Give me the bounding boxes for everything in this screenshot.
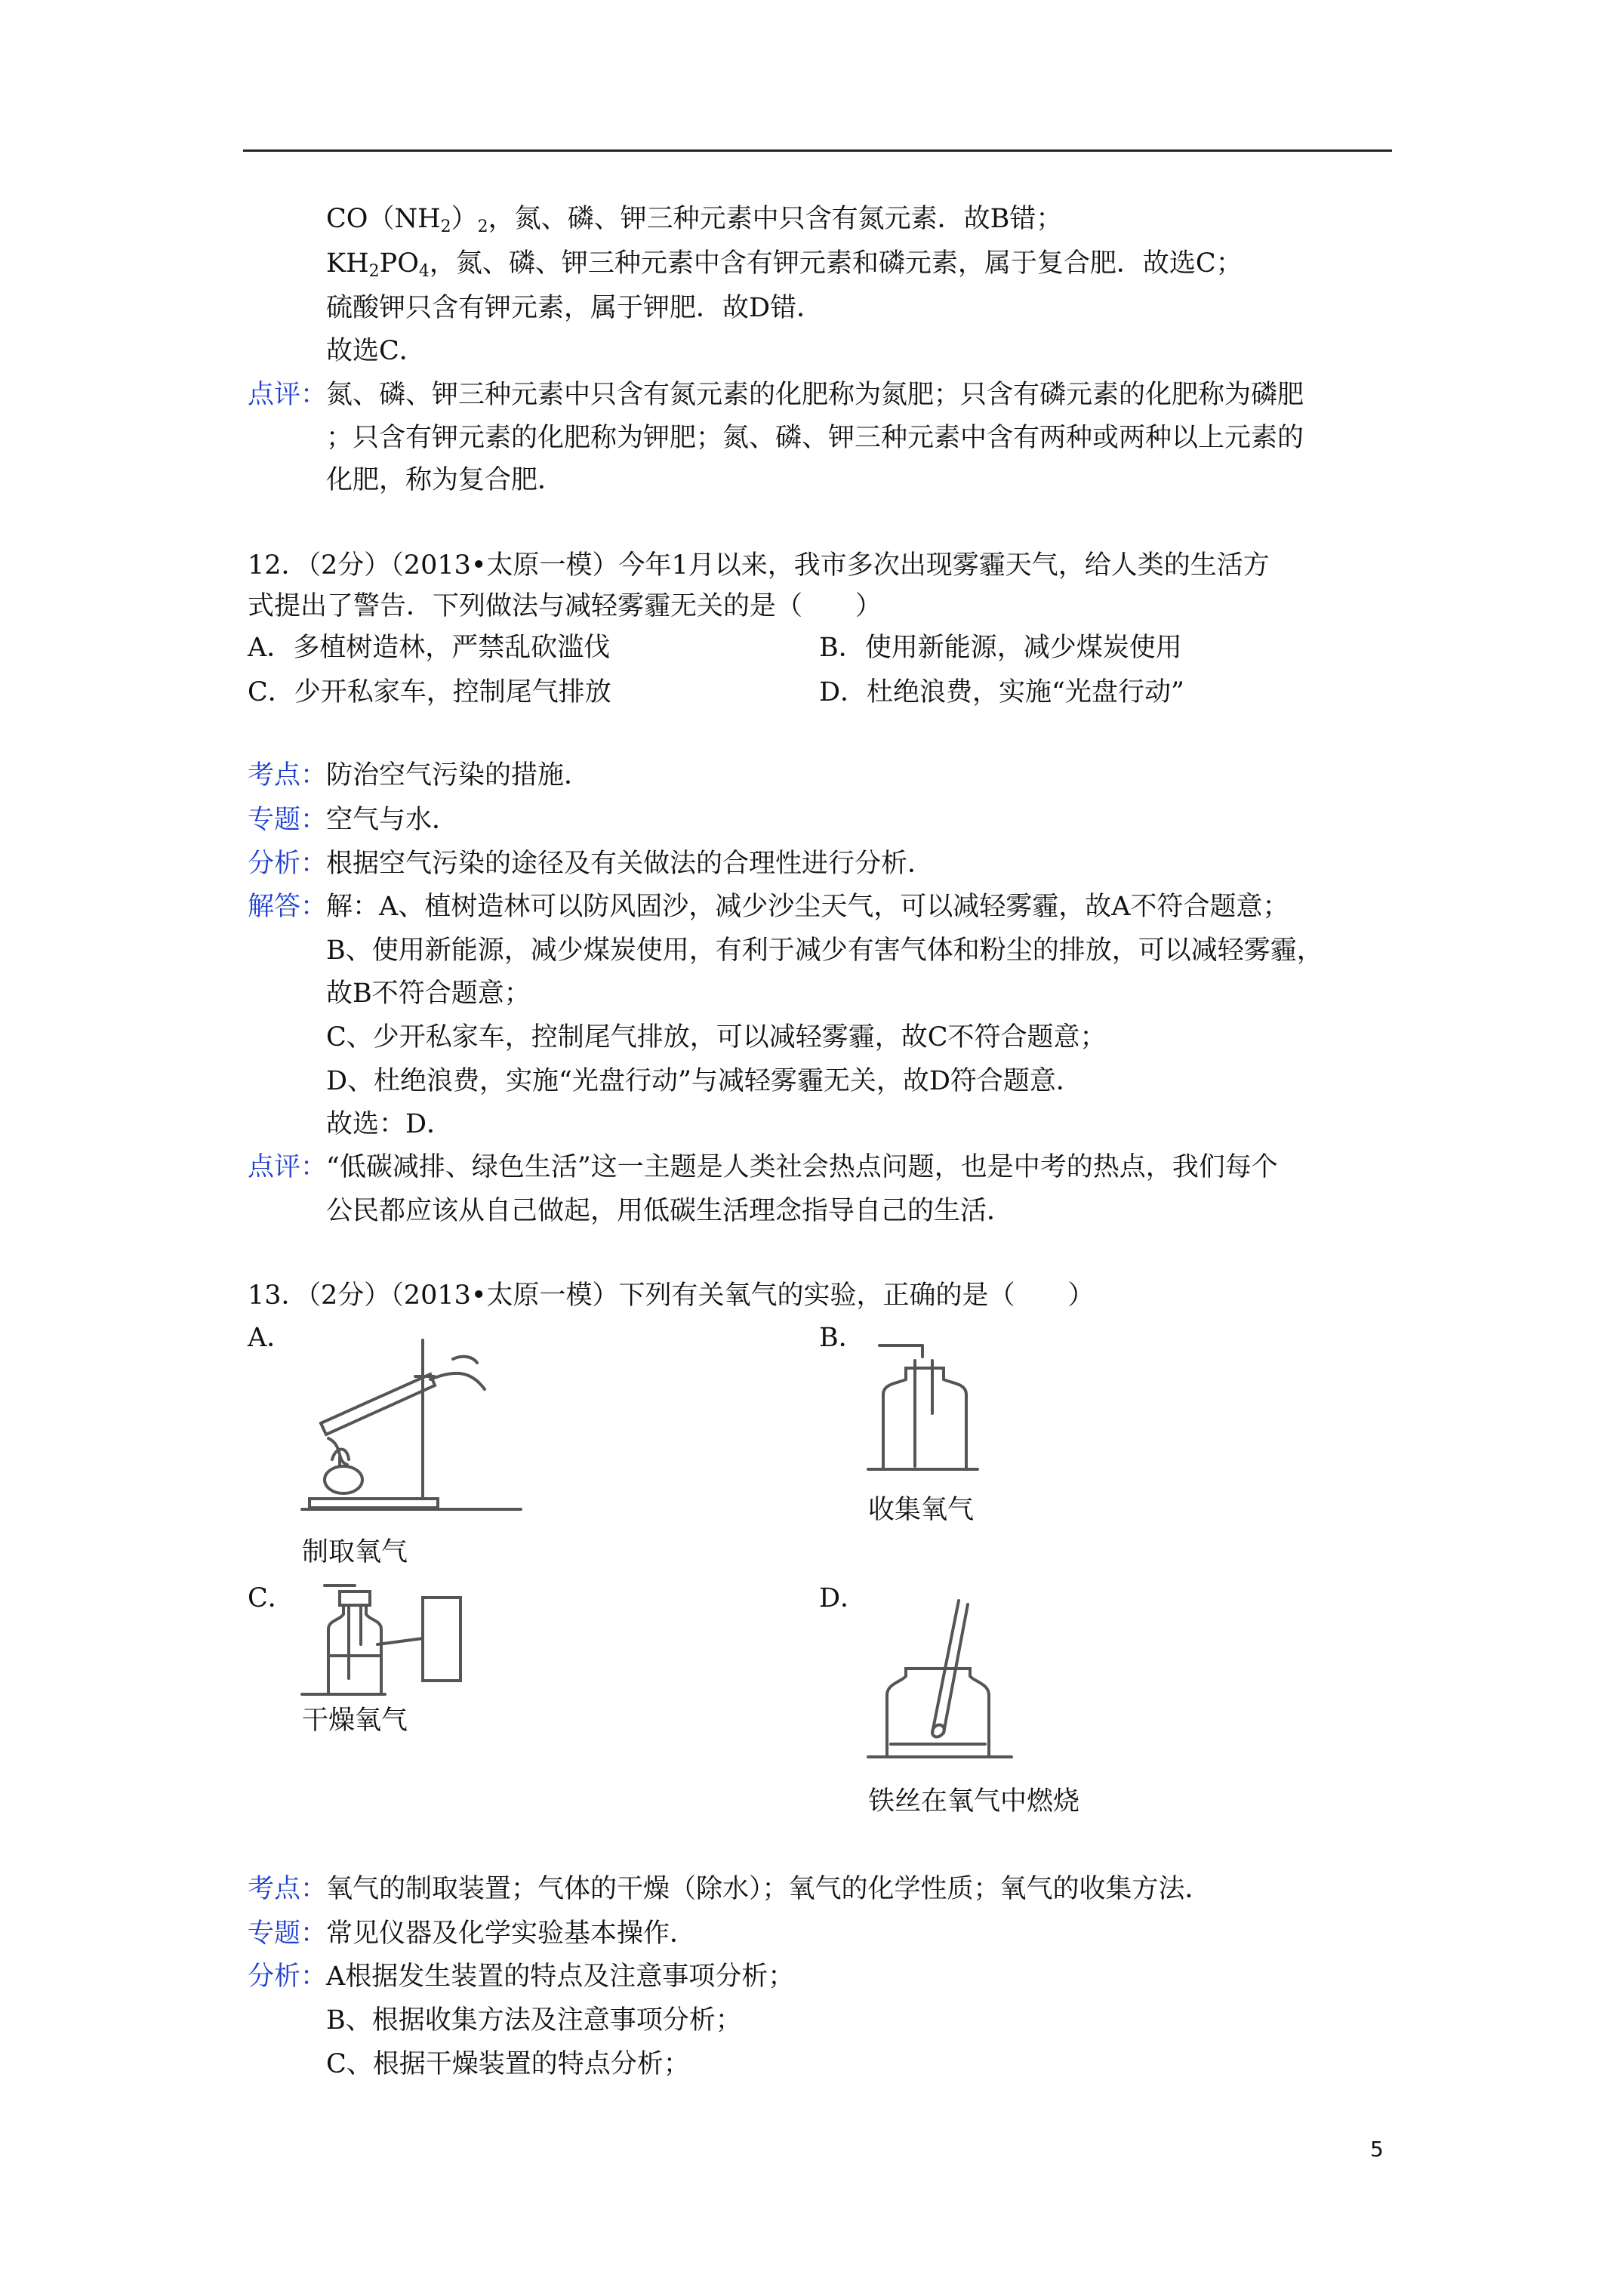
prev-comment-line: ；只含有钾元素的化肥称为钾肥；氮、磷、钾三种元素中含有两种或两种以上元素的: [326, 423, 1304, 453]
q13-option-d-caption: 铁丝在氧气中燃烧: [868, 1786, 1080, 1817]
q12-kaodian-label: 考点：: [248, 760, 328, 791]
header-rule: [243, 149, 1392, 152]
q13-fenxi-line: C、根据干燥装置的特点分析；: [326, 2049, 690, 2079]
q12-jieda-line: D、杜绝浪费，实施“光盘行动”与减轻雾霾无关，故D符合题意．: [326, 1066, 1083, 1096]
q12-option-a: A．多植树造林，严禁乱砍滥伐: [248, 633, 611, 663]
q13-kaodian-label: 考点：: [248, 1874, 328, 1904]
q12-zhuanti-label: 专题：: [248, 805, 328, 835]
q13-kaodian: 氧气的制取装置；气体的干燥（除水）；氧气的化学性质；氧气的收集方法．: [326, 1874, 1212, 1904]
apparatus-heating-figure: [302, 1333, 528, 1514]
q12-stem-line: 式提出了警告．下列做法与减轻雾霾无关的是（ ）: [248, 591, 882, 621]
prev-solution-line-2: $KH_2PO_4$，氮、磷、钾三种元素中含有钾元素和磷元素，属于复合肥．故选C；: [326, 248, 1243, 281]
prev-solution-line-4: 故选C．: [326, 336, 426, 366]
prev-comment-line: 化肥，称为复合肥．: [326, 465, 565, 495]
q13-stem: 13．（2分）（2013•太原一模）下列有关氧气的实验，正确的是（ ）: [248, 1281, 1095, 1311]
q12-dianping-line: 公民都应该从自己做起，用低碳生活理念指导自己的生活．: [326, 1196, 1014, 1226]
page-number: 5: [1370, 2137, 1384, 2162]
q12-option-b: B．使用新能源，减少煤炭使用: [819, 633, 1182, 663]
q12-zhuanti: 空气与水．: [326, 805, 459, 835]
q12-stem-line: 12．（2分）（2013•太原一模）今年1月以来，我市多次出现雾霾天气，给人类的生活方: [248, 550, 1270, 581]
q13-option-a-caption: 制取氧气: [302, 1537, 408, 1567]
q13-zhuanti-label: 专题：: [248, 1918, 328, 1949]
prev-comment-label: 点评：: [248, 380, 328, 410]
q13-option-a-letter: A．: [248, 1323, 294, 1353]
q12-dianping-line: “低碳减排、绿色生活”这一主题是人类社会热点问题，也是中考的热点，我们每个: [326, 1152, 1278, 1182]
q13-option-d-letter: D．: [819, 1583, 867, 1613]
q12-jieda-line: 解：A、植树造林可以防风固沙，减少沙尘天气，可以减轻雾霾，故A不符合题意；: [326, 892, 1289, 922]
prev-comment-line: 氮、磷、钾三种元素中只含有氮元素的化肥称为氮肥；只含有磷元素的化肥称为磷肥: [326, 380, 1304, 410]
q12-fenxi: 根据空气污染的途径及有关做法的合理性进行分析．: [326, 849, 935, 879]
q12-jieda-line: C、少开私家车，控制尾气排放，可以减轻雾霾，故C不符合题意；: [326, 1022, 1107, 1052]
q13-fenxi-line: A根据发生装置的特点及注意事项分析；: [326, 1962, 795, 1992]
q13-option-b-letter: B．: [819, 1323, 865, 1353]
q12-fenxi-label: 分析：: [248, 849, 328, 879]
q12-jieda-line: 故选：D．: [326, 1109, 454, 1139]
prev-solution-line-3: 硫酸钾只含有钾元素，属于钾肥．故D错．: [326, 293, 824, 323]
q13-option-c-letter: C．: [248, 1583, 294, 1613]
q12-jieda-line: 故B不符合题意；: [326, 978, 531, 1009]
q12-jieda-label: 解答：: [248, 892, 328, 922]
q12-kaodian: 防治空气污染的措施．: [326, 760, 591, 791]
q12-option-d: D．杜绝浪费，实施“光盘行动”: [819, 677, 1184, 707]
q13-option-b-caption: 收集氧气: [868, 1495, 975, 1525]
q12-option-c: C．少开私家车，控制尾气排放: [248, 677, 611, 707]
q13-zhuanti: 常见仪器及化学实验基本操作．: [326, 1918, 697, 1949]
q12-dianping-label: 点评：: [248, 1152, 328, 1182]
q13-fenxi-label: 分析：: [248, 1962, 328, 1992]
gas-collection-figure: [868, 1338, 981, 1474]
gas-drying-figure: [302, 1584, 476, 1697]
prev-solution-line-1: $CO(NH_2)_2$，氮、磷、钾三种元素中只含有氮元素．故B错；: [326, 204, 1063, 236]
q13-option-c-caption: 干燥氧气: [302, 1706, 408, 1736]
q13-fenxi-line: B、根据收集方法及注意事项分析；: [326, 2005, 742, 2036]
iron-burning-figure: [868, 1589, 1019, 1763]
q12-jieda-line: B、使用新能源，减少煤炭使用，有利于减少有害气体和粉尘的排放，可以减轻雾霾，: [326, 935, 1323, 966]
